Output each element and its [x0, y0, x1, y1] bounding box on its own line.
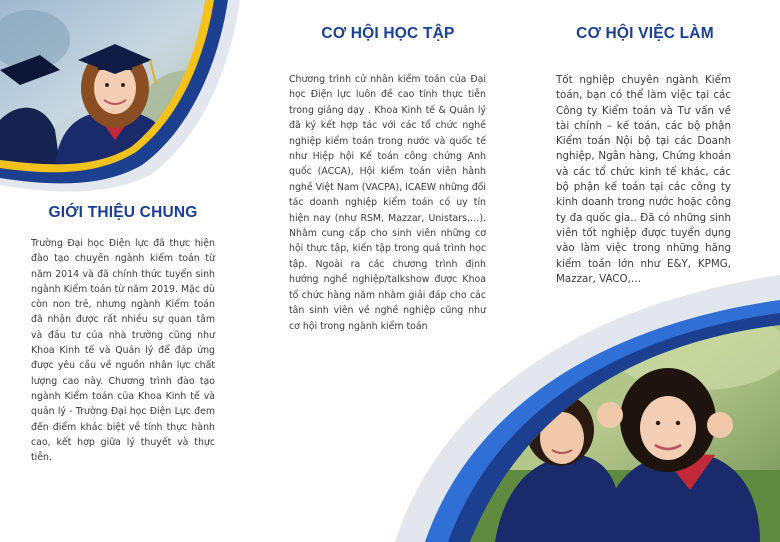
career-opportunity-title: CƠ HỘI VIỆC LÀM — [576, 25, 714, 42]
study-opportunity-title: CƠ HỘI HỌC TẬP — [321, 25, 455, 42]
intro-body: Trường Đại học Điện lực đã thực hiện đào tạo chuyên ngành kiểm toán từ năm 2014 và đã chính thức tuyển sinh ngành Kiểm toán từ năm 2019. Mặc dù còn non trẻ, nhưng ngành Kiểm toán đã nhận được rất nhiều sự quan tâm và đầu tư của nhà trường cũng như Khoa Kinh tế và Quản lý để đáp ứng được yêu cầu về nguồn nhân lực chất lượng cao này. Chương trình đào tạo ngành Kiểm toán của Khoa Kinh tế và quản lý - Trường Đại học Điện Lực đem đến điểm khác biệt về tính thực hành cao, kết hợp giữa lý thuyết và thực tiễn. — [31, 238, 215, 464]
career-opportunity-body: Tốt nghiệp chuyên ngành Kiểm toán, bạn có thể làm việc tại các Công ty Kiểm toán và Tư vấn về tài chính – kế toán, các bộ phận Kiểm toán Nội bộ tại các Doanh nghiệp, Ngân hàng, Chứng khoán và các tổ chức kinh tế khác, các bộ phận kế toán tại các công ty kinh doanh trong nước hoặc công ty đa quốc gia.. Đã có những sinh viên tốt nghiệp được tuyển dụng vào làm việc trong những hãng kiểm toán lớn như E&Y, KPMG, Mazzar, VACO,… — [556, 74, 731, 285]
intro-title: GIỚI THIỆU CHUNG — [48, 204, 198, 221]
study-opportunity-body: Chương trình cử nhân kiểm toán của Đại học Điện lực luôn đề cao tính thực tiễn trong giảng dạy . Khoa Kinh tế & Quản lý đã ký kết hợp tác với các tổ chức nghề nghiệp kiểm toán trong nước và quốc tế như Hiệp hội Kế toán công chứng Anh quốc (ACCA), Hội kiểm toán viên hành nghề Việt Nam (VACPA), ICAEW những đối tác doanh nghiệp kiểm toán có uy tín hiện nay (như RSM, Mazzar, Unistars,…). Nhằm cung cấp cho sinh viên những cơ hội thực tập, kiến tập trong quá trình học tập. Ngoài ra các chương trình định hướng nghề nghiệp/talkshow được Khoa tổ chức hàng năm nhằm giải đáp cho các tân sinh viên về nghề nghiệp cũng như cơ hội trong ngành kiểm toán — [289, 74, 486, 332]
